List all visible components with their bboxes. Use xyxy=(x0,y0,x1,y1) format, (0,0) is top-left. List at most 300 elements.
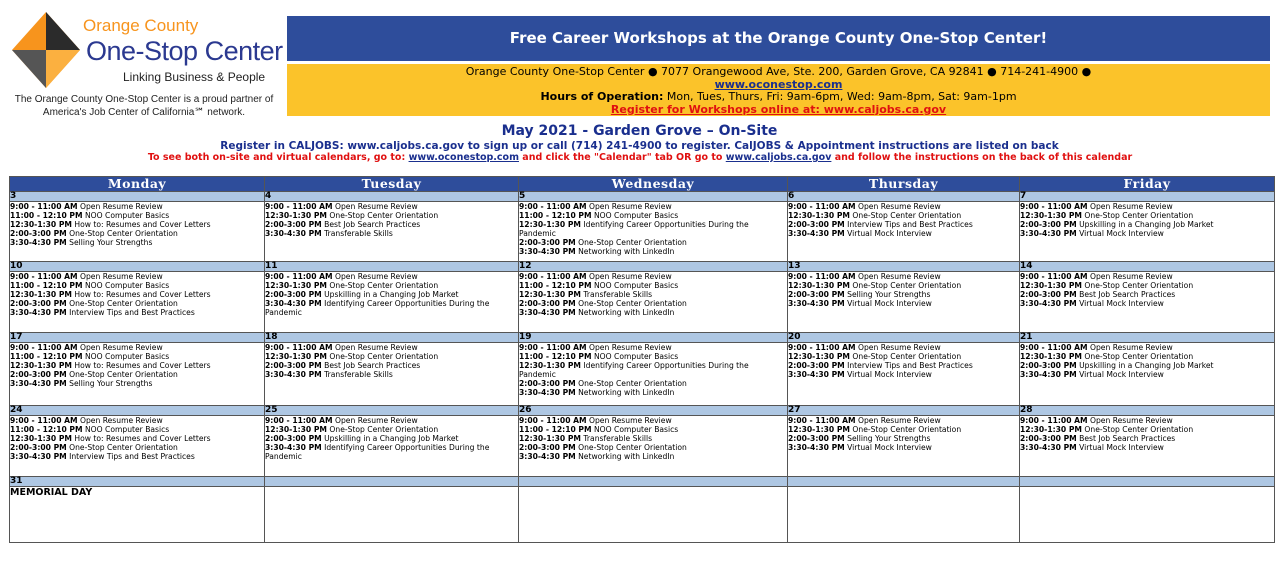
workshop-title: How to: Resumes and Cover Letters xyxy=(74,220,211,229)
empty-date-cell xyxy=(519,477,788,487)
workshop-item xyxy=(1020,220,1274,229)
workshop-title: One-Stop Center Orientation xyxy=(69,370,178,379)
workshop-item xyxy=(1020,290,1274,299)
day-events xyxy=(788,416,1020,477)
workshop-time: 9:00 - 11:00 AM xyxy=(265,416,333,425)
day-events xyxy=(519,416,788,477)
workshop-item xyxy=(519,202,787,211)
workshop-item xyxy=(788,281,1019,290)
workshop-item xyxy=(10,308,264,317)
workshop-time: 2:00-3:00 PM xyxy=(265,220,322,229)
date-number: 7 xyxy=(1020,192,1275,202)
workshop-title: Open Resume Review xyxy=(80,343,163,352)
partner-statement: The Orange County One-Stop Center is a proud partner of America's Job Center of California℠ network. xyxy=(14,94,274,118)
workshop-title: One-Stop Center Orientation xyxy=(1084,425,1194,434)
instructions-part-3: and follow the instructions on the back of this calendar xyxy=(831,152,1133,163)
day-events xyxy=(1020,202,1275,262)
date-number: 6 xyxy=(788,192,1020,202)
register-online-link[interactable]: Register for Workshops online at: www.caljobs.ca.gov xyxy=(610,102,947,116)
workshop-title: Open Resume Review xyxy=(335,343,418,352)
hours-label: Hours of Operation: xyxy=(540,90,664,103)
workshop-title: NOO Computer Basics xyxy=(593,281,679,290)
empty-day-cell xyxy=(265,487,519,543)
workshop-item xyxy=(519,443,787,452)
workshop-item xyxy=(788,352,1019,361)
workshop-time: 11:00 - 12:10 PM xyxy=(10,211,83,220)
day-events xyxy=(519,272,788,333)
workshop-item xyxy=(265,434,518,443)
workshop-title: One-Stop Center Orientation xyxy=(578,443,687,452)
workshop-time: 2:00-3:00 PM xyxy=(1020,434,1077,443)
workshop-item xyxy=(10,299,264,308)
workshop-title: NOO Computer Basics xyxy=(593,352,679,361)
workshop-time: 3:30-4:30 PM xyxy=(1020,370,1077,379)
workshop-item xyxy=(10,272,264,281)
workshop-title: One-Stop Center Orientation xyxy=(578,379,687,388)
workshop-item xyxy=(265,281,518,290)
workshop-title: Networking with LinkedIn xyxy=(578,247,675,256)
date-number: 19 xyxy=(519,333,788,343)
workshop-time: 3:30-4:30 PM xyxy=(1020,229,1077,238)
workshop-time: 9:00 - 11:00 AM xyxy=(788,416,856,425)
workshop-item xyxy=(519,361,787,379)
day-header-wednesday: Wednesday xyxy=(519,177,788,192)
workshop-time: 3:30-4:30 PM xyxy=(519,452,576,461)
workshop-title: How to: Resumes and Cover Letters xyxy=(74,290,211,299)
date-number: 13 xyxy=(788,262,1020,272)
workshop-item xyxy=(265,290,518,299)
caljobs-link[interactable]: www.caljobs.ca.gov xyxy=(725,152,832,163)
workshop-title: Open Resume Review xyxy=(589,416,672,425)
instructions-part-2: and click the "Calendar" tab OR go to xyxy=(518,152,726,163)
workshop-title: Best Job Search Practices xyxy=(1079,290,1176,299)
workshop-time: 9:00 - 11:00 AM xyxy=(265,343,333,352)
register-line: Register in CALJOBS: www.caljobs.ca.gov to sign up or call (714) 241-4900 to register. CalJOBS & Appointment instructions are listed on back xyxy=(220,140,1059,152)
workshop-title: Virtual Mock Interview xyxy=(1079,370,1164,379)
day-header-monday: Monday xyxy=(10,177,265,192)
workshop-time: 12:30-1:30 PM xyxy=(1020,211,1082,220)
workshop-title: Identifying Career Opportunities During the Pandemic xyxy=(265,299,490,317)
holiday-label: MEMORIAL DAY xyxy=(10,487,265,543)
workshop-title: Interview Tips and Best Practices xyxy=(847,220,973,229)
workshop-title: Best Job Search Practices xyxy=(324,361,421,370)
day-header-thursday: Thursday xyxy=(788,177,1020,192)
logo-org: Orange County xyxy=(83,16,199,35)
date-number: 14 xyxy=(1020,262,1275,272)
workshop-title: Open Resume Review xyxy=(589,272,672,281)
workshop-title: Transferable Skills xyxy=(583,434,653,443)
workshop-time: 9:00 - 11:00 AM xyxy=(519,272,587,281)
workshop-item xyxy=(1020,299,1274,308)
date-number: 5 xyxy=(519,192,788,202)
workshop-title: Open Resume Review xyxy=(1090,416,1173,425)
workshop-title: One-Stop Center Orientation xyxy=(852,281,962,290)
workshop-item xyxy=(10,379,264,388)
title-banner: Free Career Workshops at the Orange County One-Stop Center! xyxy=(287,16,1270,61)
workshop-time: 11:00 - 12:10 PM xyxy=(10,281,83,290)
workshop-item xyxy=(788,416,1019,425)
hours-line xyxy=(287,91,1270,104)
workshop-time: 11:00 - 12:10 PM xyxy=(10,425,83,434)
workshop-time: 3:30-4:30 PM xyxy=(788,229,845,238)
workshop-item xyxy=(519,299,787,308)
workshop-title: One-Stop Center Orientation xyxy=(852,425,962,434)
day-events xyxy=(10,202,265,262)
workshop-item xyxy=(10,220,264,229)
workshop-item xyxy=(265,425,518,434)
workshop-title: Open Resume Review xyxy=(858,343,941,352)
workshop-title: Open Resume Review xyxy=(589,202,672,211)
day-events xyxy=(519,343,788,406)
workshop-item xyxy=(265,220,518,229)
workshop-item xyxy=(265,352,518,361)
date-number: 25 xyxy=(265,406,519,416)
workshop-title: One-Stop Center Orientation xyxy=(329,211,439,220)
workshop-item xyxy=(519,434,787,443)
logo-mark-icon xyxy=(10,10,82,90)
empty-day-cell xyxy=(519,487,788,543)
event-row xyxy=(10,272,1275,333)
workshop-time: 2:00-3:00 PM xyxy=(265,290,322,299)
workshop-title: Transferable Skills xyxy=(583,290,653,299)
workshop-title: One-Stop Center Orientation xyxy=(852,352,962,361)
workshop-item xyxy=(265,416,518,425)
empty-date-cell xyxy=(788,477,1020,487)
calendar-body xyxy=(10,192,1275,477)
workshop-time: 3:30-4:30 PM xyxy=(1020,299,1077,308)
workshop-time: 3:30-4:30 PM xyxy=(265,443,322,452)
day-header-friday: Friday xyxy=(1020,177,1275,192)
workshop-item xyxy=(265,370,518,379)
workshop-title: One-Stop Center Orientation xyxy=(852,211,962,220)
workshop-title: Virtual Mock Interview xyxy=(1079,229,1164,238)
workshop-item xyxy=(10,343,264,352)
workshop-time: 12:30-1:30 PM xyxy=(265,425,327,434)
workshop-time: 2:00-3:00 PM xyxy=(10,299,67,308)
workshop-item xyxy=(519,379,787,388)
workshop-time: 2:00-3:00 PM xyxy=(788,361,845,370)
date-number: 24 xyxy=(10,406,265,416)
workshop-time: 9:00 - 11:00 AM xyxy=(1020,343,1088,352)
workshop-title: Open Resume Review xyxy=(1090,202,1173,211)
workshop-item xyxy=(519,290,787,299)
info-box xyxy=(287,64,1270,116)
workshop-title: Upskilling in a Changing Job Market xyxy=(324,434,459,443)
oconestop-link[interactable]: www.oconestop.com xyxy=(408,152,519,163)
day-header-tuesday: Tuesday xyxy=(265,177,519,192)
workshop-time: 12:30-1:30 PM xyxy=(10,361,72,370)
workshop-title: One-Stop Center Orientation xyxy=(578,299,687,308)
workshop-item xyxy=(10,202,264,211)
workshop-title: One-Stop Center Orientation xyxy=(69,299,178,308)
workshop-time: 9:00 - 11:00 AM xyxy=(10,272,78,281)
workshop-item xyxy=(265,272,518,281)
workshop-time: 11:00 - 12:10 PM xyxy=(519,281,592,290)
workshop-time: 9:00 - 11:00 AM xyxy=(1020,202,1088,211)
workshop-title: Identifying Career Opportunities During the Pandemic xyxy=(265,443,490,461)
calendar-table xyxy=(9,176,1275,543)
workshop-item xyxy=(519,388,787,397)
workshop-item xyxy=(519,281,787,290)
workshop-time: 3:30-4:30 PM xyxy=(519,388,576,397)
workshop-item xyxy=(788,361,1019,370)
event-row xyxy=(10,487,1275,543)
workshop-item xyxy=(1020,281,1274,290)
workshop-time: 2:00-3:00 PM xyxy=(519,379,576,388)
workshop-time: 3:30-4:30 PM xyxy=(10,452,67,461)
workshop-item xyxy=(1020,352,1274,361)
workshop-time: 2:00-3:00 PM xyxy=(788,434,845,443)
workshop-title: Selling Your Strengths xyxy=(847,434,931,443)
workshop-time: 12:30-1:30 PM xyxy=(10,220,72,229)
website-link[interactable]: www.oconestop.com xyxy=(714,77,843,91)
date-number: 31 xyxy=(10,477,265,487)
workshop-title: Identifying Career Opportunities During the Pandemic xyxy=(519,220,749,238)
date-number: 11 xyxy=(265,262,519,272)
workshop-item xyxy=(788,434,1019,443)
workshop-item xyxy=(1020,425,1274,434)
workshop-title: Open Resume Review xyxy=(80,202,163,211)
workshop-time: 12:30-1:30 PM xyxy=(788,211,850,220)
day-events xyxy=(265,202,519,262)
empty-date-cell xyxy=(265,477,519,487)
workshop-item xyxy=(1020,202,1274,211)
workshop-time: 3:30-4:30 PM xyxy=(10,238,67,247)
workshop-time: 9:00 - 11:00 AM xyxy=(1020,416,1088,425)
workshop-item xyxy=(10,452,264,461)
workshop-item xyxy=(519,343,787,352)
workshop-time: 12:30-1:30 PM xyxy=(265,281,327,290)
workshop-time: 12:30-1:30 PM xyxy=(1020,352,1082,361)
workshop-time: 12:30-1:30 PM xyxy=(519,434,581,443)
workshop-item xyxy=(519,220,787,238)
day-events xyxy=(265,416,519,477)
workshop-item xyxy=(10,370,264,379)
workshop-item xyxy=(10,416,264,425)
day-events xyxy=(519,202,788,262)
workshop-item xyxy=(1020,343,1274,352)
date-number: 21 xyxy=(1020,333,1275,343)
workshop-title: Virtual Mock Interview xyxy=(847,229,932,238)
date-row xyxy=(10,192,1275,202)
date-number: 20 xyxy=(788,333,1020,343)
empty-date-cell xyxy=(1020,477,1275,487)
workshop-title: NOO Computer Basics xyxy=(84,281,170,290)
month-title: May 2021 - Garden Grove – On-Site xyxy=(501,123,778,139)
workshop-time: 3:30-4:30 PM xyxy=(788,370,845,379)
date-number: 18 xyxy=(265,333,519,343)
workshop-title: One-Stop Center Orientation xyxy=(329,281,439,290)
workshop-item xyxy=(1020,361,1274,370)
workshop-time: 9:00 - 11:00 AM xyxy=(788,202,856,211)
workshop-title: One-Stop Center Orientation xyxy=(69,443,178,452)
workshop-time: 12:30-1:30 PM xyxy=(265,211,327,220)
workshop-title: One-Stop Center Orientation xyxy=(1084,352,1194,361)
workshop-item xyxy=(10,290,264,299)
address-line: Orange County One-Stop Center ● 7077 Orangewood Ave, Ste. 200, Garden Grove, CA 92841 ● 714-241-4900 ● xyxy=(465,65,1092,78)
workshop-time: 11:00 - 12:10 PM xyxy=(519,211,592,220)
workshop-item xyxy=(519,238,787,247)
date-number: 3 xyxy=(10,192,265,202)
workshop-time: 12:30-1:30 PM xyxy=(10,434,72,443)
workshop-item xyxy=(788,211,1019,220)
event-row xyxy=(10,343,1275,406)
workshop-time: 12:30-1:30 PM xyxy=(10,290,72,299)
date-number: 28 xyxy=(1020,406,1275,416)
workshop-time: 9:00 - 11:00 AM xyxy=(265,202,333,211)
workshop-item xyxy=(265,202,518,211)
workshop-time: 12:30-1:30 PM xyxy=(265,352,327,361)
weekday-header-row xyxy=(10,177,1275,192)
day-events xyxy=(788,202,1020,262)
workshop-title: Virtual Mock Interview xyxy=(847,299,932,308)
workshop-item xyxy=(788,443,1019,452)
workshop-time: 11:00 - 12:10 PM xyxy=(519,352,592,361)
workshop-title: One-Stop Center Orientation xyxy=(1084,211,1194,220)
day-events xyxy=(1020,416,1275,477)
workshop-item xyxy=(265,211,518,220)
workshop-time: 2:00-3:00 PM xyxy=(10,370,67,379)
date-number: 10 xyxy=(10,262,265,272)
workshop-item xyxy=(10,238,264,247)
event-row xyxy=(10,416,1275,477)
instructions-part-1: To see both on-site and virtual calendars, go to: xyxy=(147,152,409,163)
logo xyxy=(10,10,283,125)
empty-day-cell xyxy=(788,487,1020,543)
workshop-title: Open Resume Review xyxy=(858,202,941,211)
workshop-title: One-Stop Center Orientation xyxy=(329,425,439,434)
workshop-time: 3:30-4:30 PM xyxy=(10,308,67,317)
workshop-item xyxy=(788,220,1019,229)
workshop-item xyxy=(788,202,1019,211)
logo-tagline: Linking Business & People xyxy=(123,70,266,84)
workshop-title: Networking with LinkedIn xyxy=(578,388,675,397)
workshop-title: NOO Computer Basics xyxy=(593,211,679,220)
workshop-time: 2:00-3:00 PM xyxy=(788,290,845,299)
workshop-item xyxy=(519,425,787,434)
workshop-title: Networking with LinkedIn xyxy=(578,308,675,317)
hours-text: Mon, Tues, Thurs, Fri: 9am-6pm, Wed: 9am-8pm, Sat: 9am-1pm xyxy=(666,90,1017,103)
workshop-time: 11:00 - 12:10 PM xyxy=(519,425,592,434)
date-row xyxy=(10,262,1275,272)
workshop-time: 3:30-4:30 PM xyxy=(519,308,576,317)
workshop-time: 3:30-4:30 PM xyxy=(519,247,576,256)
workshop-item xyxy=(10,229,264,238)
workshop-title: Upskilling in a Changing Job Market xyxy=(324,290,459,299)
workshop-time: 2:00-3:00 PM xyxy=(1020,220,1077,229)
workshop-title: Open Resume Review xyxy=(335,202,418,211)
workshop-time: 9:00 - 11:00 AM xyxy=(519,416,587,425)
workshop-time: 2:00-3:00 PM xyxy=(788,220,845,229)
workshop-time: 3:30-4:30 PM xyxy=(265,299,322,308)
workshop-title: Virtual Mock Interview xyxy=(847,370,932,379)
workshop-item xyxy=(1020,211,1274,220)
workshop-item xyxy=(1020,416,1274,425)
workshop-item xyxy=(519,452,787,461)
workshop-item xyxy=(788,425,1019,434)
logo-name: One-Stop Center xyxy=(86,36,283,66)
date-row xyxy=(10,477,1275,487)
workshop-title: Open Resume Review xyxy=(335,416,418,425)
workshop-title: One-Stop Center Orientation xyxy=(69,229,178,238)
workshop-title: Virtual Mock Interview xyxy=(1079,299,1164,308)
workshop-item xyxy=(788,272,1019,281)
workshop-time: 9:00 - 11:00 AM xyxy=(10,202,78,211)
workshop-title: One-Stop Center Orientation xyxy=(578,238,687,247)
workshop-title: Interview Tips and Best Practices xyxy=(69,452,195,461)
workshop-time: 12:30-1:30 PM xyxy=(1020,425,1082,434)
workshop-time: 9:00 - 11:00 AM xyxy=(788,272,856,281)
workshop-item xyxy=(10,352,264,361)
date-number: 26 xyxy=(519,406,788,416)
date-number: 4 xyxy=(265,192,519,202)
workshop-time: 2:00-3:00 PM xyxy=(265,361,322,370)
empty-day-cell xyxy=(1020,487,1275,543)
workshop-title: Interview Tips and Best Practices xyxy=(847,361,973,370)
day-events xyxy=(10,416,265,477)
workshop-time: 2:00-3:00 PM xyxy=(265,434,322,443)
workshop-time: 9:00 - 11:00 AM xyxy=(10,343,78,352)
workshop-time: 12:30-1:30 PM xyxy=(1020,281,1082,290)
workshop-title: Selling Your Strengths xyxy=(847,290,931,299)
workshop-time: 9:00 - 11:00 AM xyxy=(788,343,856,352)
workshop-time: 2:00-3:00 PM xyxy=(10,443,67,452)
workshop-title: Transferable Skills xyxy=(324,229,393,238)
workshop-time: 12:30-1:30 PM xyxy=(519,290,581,299)
workshop-item xyxy=(1020,370,1274,379)
workshop-title: Networking with LinkedIn xyxy=(578,452,675,461)
workshop-time: 9:00 - 11:00 AM xyxy=(265,272,333,281)
date-number: 27 xyxy=(788,406,1020,416)
workshop-time: 12:30-1:30 PM xyxy=(788,352,850,361)
workshop-title: Open Resume Review xyxy=(80,272,163,281)
workshop-item xyxy=(265,299,518,317)
workshop-title: Best Job Search Practices xyxy=(324,220,421,229)
workshop-time: 12:30-1:30 PM xyxy=(519,361,581,370)
workshop-item xyxy=(265,443,518,461)
workshop-item xyxy=(10,425,264,434)
workshop-time: 3:30-4:30 PM xyxy=(1020,443,1077,452)
workshop-title: Selling Your Strengths xyxy=(69,379,153,388)
day-events xyxy=(265,272,519,333)
workshop-item xyxy=(1020,434,1274,443)
workshop-title: Upskilling in a Changing Job Market xyxy=(1079,220,1214,229)
workshop-item xyxy=(519,308,787,317)
date-number: 17 xyxy=(10,333,265,343)
workshop-item xyxy=(519,352,787,361)
workshop-time: 3:30-4:30 PM xyxy=(265,370,322,379)
workshop-item xyxy=(788,370,1019,379)
workshop-title: NOO Computer Basics xyxy=(84,211,170,220)
workshop-time: 3:30-4:30 PM xyxy=(788,299,845,308)
workshop-title: Open Resume Review xyxy=(80,416,163,425)
workshop-time: 2:00-3:00 PM xyxy=(1020,290,1077,299)
workshop-item xyxy=(519,211,787,220)
event-row xyxy=(10,202,1275,262)
workshop-item xyxy=(10,361,264,370)
workshop-time: 2:00-3:00 PM xyxy=(519,299,576,308)
workshop-item xyxy=(265,229,518,238)
workshop-title: Virtual Mock Interview xyxy=(847,443,932,452)
workshop-item xyxy=(10,211,264,220)
workshop-time: 9:00 - 11:00 AM xyxy=(10,416,78,425)
workshop-title: Open Resume Review xyxy=(1090,272,1173,281)
workshop-title: One-Stop Center Orientation xyxy=(329,352,439,361)
workshop-item xyxy=(10,281,264,290)
workshop-time: 2:00-3:00 PM xyxy=(519,443,576,452)
workshop-time: 11:00 - 12:10 PM xyxy=(10,352,83,361)
workshop-title: Upskilling in a Changing Job Market xyxy=(1079,361,1214,370)
